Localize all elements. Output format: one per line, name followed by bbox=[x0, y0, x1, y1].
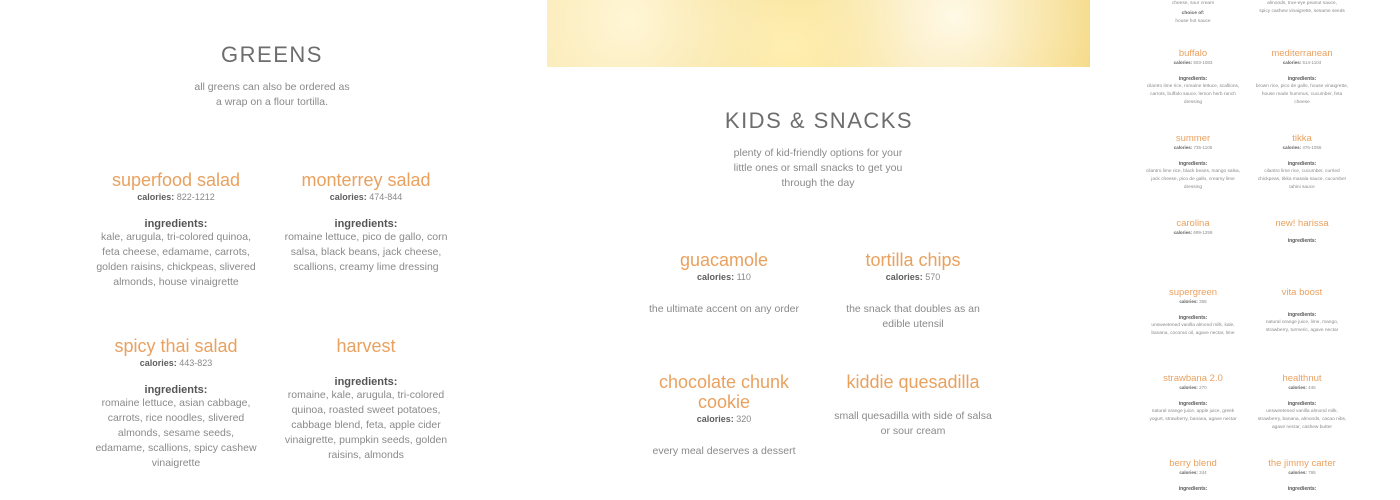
ingredients-text: unsweetened vanilla almond milk, kale, banana, coconut oil, agave nectar, lime bbox=[1151, 323, 1235, 336]
hero-image bbox=[547, 0, 1090, 67]
item-title: mediterranean bbox=[1271, 48, 1333, 59]
menu-item-tortilla-chips bbox=[831, 250, 995, 332]
item-title: the jimmy carter bbox=[1268, 458, 1336, 469]
ingredients-heading: ingredients: bbox=[1287, 161, 1317, 167]
ingredients-text: brown rice, pico de gallo, house vinaigrette, house made hummus, cucumber, feta cheese bbox=[1255, 84, 1349, 105]
item-calories: calories: 474-844 bbox=[329, 192, 403, 202]
item-calories: calories: 570 bbox=[885, 272, 941, 282]
kids-snacks-section bbox=[547, 0, 1090, 500]
ingredients-text: almonds, true-eye peanut sauce, bbox=[1267, 1, 1337, 6]
menu-item-guacamole bbox=[647, 250, 801, 317]
item-title: harvest bbox=[336, 336, 396, 356]
menu-item-spicy-thai-salad bbox=[94, 336, 258, 471]
menu-item-vita-boost bbox=[1254, 287, 1350, 335]
item-title: strawbana 2.0 bbox=[1163, 373, 1223, 384]
item-calories: calories: 699-1259 bbox=[1173, 230, 1213, 235]
item-calories: calories: 476-1056 bbox=[1282, 145, 1322, 150]
ingredients-heading: ingredients: bbox=[1178, 486, 1208, 492]
ingredients-text: romaine lettuce, pico de gallo, corn salsa, black beans, jack cheese, scallions, creamy lime dressing bbox=[284, 231, 448, 273]
ingredients-text: spicy cashew vinaigrette, sesame seeds bbox=[1259, 9, 1345, 14]
item-title: guacamole bbox=[679, 250, 769, 270]
menu-item-harvest bbox=[284, 336, 448, 463]
greens-description: all greens can also be ordered as a wrap on a flour tortilla. bbox=[194, 81, 350, 108]
item-title: supergreen bbox=[1168, 287, 1218, 298]
item-description: the ultimate accent on any order bbox=[648, 303, 799, 315]
item-title: kiddie quesadilla bbox=[846, 372, 980, 392]
ingredients-heading: ingredients: bbox=[1178, 76, 1208, 82]
item-calories: calories: 443-823 bbox=[139, 358, 213, 368]
ingredients-heading: ingredients: bbox=[1287, 312, 1317, 318]
item-description: every meal deserves a dessert bbox=[652, 445, 796, 457]
menu-item-carolina bbox=[1145, 218, 1241, 235]
ingredients-text: cilantro lime rice, cucumber, curried chickpeas, tikka masala sauce, cucumber tahini sauce bbox=[1257, 169, 1347, 190]
item-title: tikka bbox=[1292, 133, 1312, 144]
menu-item-kiddie-quesadilla bbox=[831, 372, 995, 439]
item-title: tortilla chips bbox=[865, 250, 961, 270]
item-title: healthnut bbox=[1282, 373, 1322, 384]
ingredients-text: romaine lettuce, asian cabbage, carrots, rice noodles, slivered almonds, sesame seeds, edamame, scallions, spicy cashew vinaigrette bbox=[95, 397, 257, 469]
ingredients-text: cilantro lime rice, black beans, mango salsa, jack cheese, pico de gallo, creamy lime dressing bbox=[1145, 169, 1241, 190]
greens-title: GREENS bbox=[221, 42, 323, 67]
partial-item-top-right bbox=[1254, 0, 1350, 16]
ingredients-heading: ingredients: bbox=[1287, 486, 1317, 492]
item-title: vita boost bbox=[1281, 287, 1323, 298]
kids-description: plenty of kid-friendly options for your little ones or small snacks to get you through the day bbox=[733, 147, 903, 189]
menu-item-chocolate-chunk-cookie bbox=[647, 372, 801, 459]
menu-item-supergreen bbox=[1145, 287, 1241, 338]
ingredients-heading: ingredients: bbox=[144, 218, 208, 230]
item-calories: calories: 320 bbox=[696, 414, 752, 424]
item-calories: calories: 795 bbox=[1288, 470, 1316, 475]
item-title: spicy thai salad bbox=[114, 336, 238, 356]
item-title: buffalo bbox=[1178, 48, 1208, 59]
kids-title: KIDS & SNACKS bbox=[724, 108, 914, 133]
choice-heading: choice of: bbox=[1181, 11, 1205, 16]
ingredients-heading: ingredients: bbox=[1287, 401, 1317, 407]
ingredients-heading: ingredients: bbox=[334, 376, 398, 388]
item-calories: calories: 344 bbox=[1179, 470, 1207, 475]
ingredients-text: natural orange juice, lime, mango, strawberry, turmeric, agave nectar bbox=[1265, 320, 1339, 333]
greens-section bbox=[0, 0, 547, 500]
ingredients-heading: ingredients: bbox=[1178, 161, 1208, 167]
menu-item-healthnut bbox=[1254, 373, 1350, 432]
ingredients-heading: ingredients: bbox=[1287, 76, 1317, 82]
bowls-smoothies-section bbox=[1090, 0, 1400, 500]
menu-item-new-harissa bbox=[1254, 218, 1350, 244]
item-calories: calories: 514-1104 bbox=[1282, 60, 1322, 65]
item-calories: calories: 445 bbox=[1288, 385, 1316, 390]
item-calories: calories: 270 bbox=[1179, 385, 1207, 390]
item-description: the snack that doubles as an edible utensil bbox=[846, 303, 980, 330]
item-title: berry blend bbox=[1169, 458, 1217, 469]
item-calories: calories: 503-1083 bbox=[1173, 60, 1213, 65]
ingredients-text: romaine, kale, arugula, tri-colored quinoa, roasted sweet potatoes, cabbage blend, feta, apple cider vinaigrette, pumpkin seeds, golden raisins, almonds bbox=[284, 389, 448, 461]
item-calories: calories: 822-1212 bbox=[137, 192, 215, 202]
item-title: carolina bbox=[1176, 218, 1210, 229]
menu-item-superfood-salad bbox=[94, 170, 258, 290]
ingredients-heading: ingredients: bbox=[1287, 238, 1317, 244]
item-title: superfood salad bbox=[111, 170, 241, 190]
menu-item-mediterranean bbox=[1254, 48, 1350, 107]
ingredients-text: cilantro lime rice, romaine lettuce, scallions, carrots, buffalo sauce, lemon herb ranch dressing bbox=[1146, 84, 1240, 105]
item-title: new! harissa bbox=[1275, 218, 1329, 229]
choice-text: house hot sauce bbox=[1175, 19, 1211, 24]
item-calories: calories: 735-1105 bbox=[1173, 145, 1213, 150]
menu-item-berry-blend bbox=[1145, 458, 1241, 492]
ingredients-text: natural orange juice, apple juice, greek yogurt, strawberry, banana, agave nectar bbox=[1149, 409, 1237, 422]
item-description: small quesadilla with side of salsa or sour cream bbox=[834, 410, 992, 437]
partial-item-top-left bbox=[1145, 0, 1241, 26]
menu-item-tikka bbox=[1254, 133, 1350, 192]
menu-item-buffalo bbox=[1145, 48, 1241, 107]
menu-item-strawbana bbox=[1145, 373, 1241, 424]
ingredients-text: cheese, sour cream bbox=[1171, 1, 1215, 6]
menu-item-monterrey-salad bbox=[284, 170, 448, 275]
ingredients-heading: ingredients: bbox=[334, 218, 398, 230]
item-calories: calories: 110 bbox=[697, 272, 751, 282]
ingredients-heading: ingredients: bbox=[1178, 315, 1208, 321]
ingredients-heading: ingredients: bbox=[144, 384, 208, 396]
menu-item-the-jimmy-carter bbox=[1254, 458, 1350, 492]
item-title: summer bbox=[1175, 133, 1211, 144]
ingredients-text: kale, arugula, tri-colored quinoa, feta cheese, edamame, carrots, golden raisins, chickpeas, slivered almonds, house vinaigrette bbox=[96, 231, 256, 288]
ingredients-text: unsweetened vanilla almond milk, strawberry, banana, almonds, cacao nibs, agave nectar, cashew butter bbox=[1257, 409, 1347, 430]
item-calories: calories: 358 bbox=[1179, 299, 1207, 304]
menu-item-summer bbox=[1145, 133, 1241, 192]
item-title: chocolate chunk cookie bbox=[658, 372, 790, 412]
ingredients-heading: ingredients: bbox=[1178, 401, 1208, 407]
item-title: monterrey salad bbox=[301, 170, 431, 190]
